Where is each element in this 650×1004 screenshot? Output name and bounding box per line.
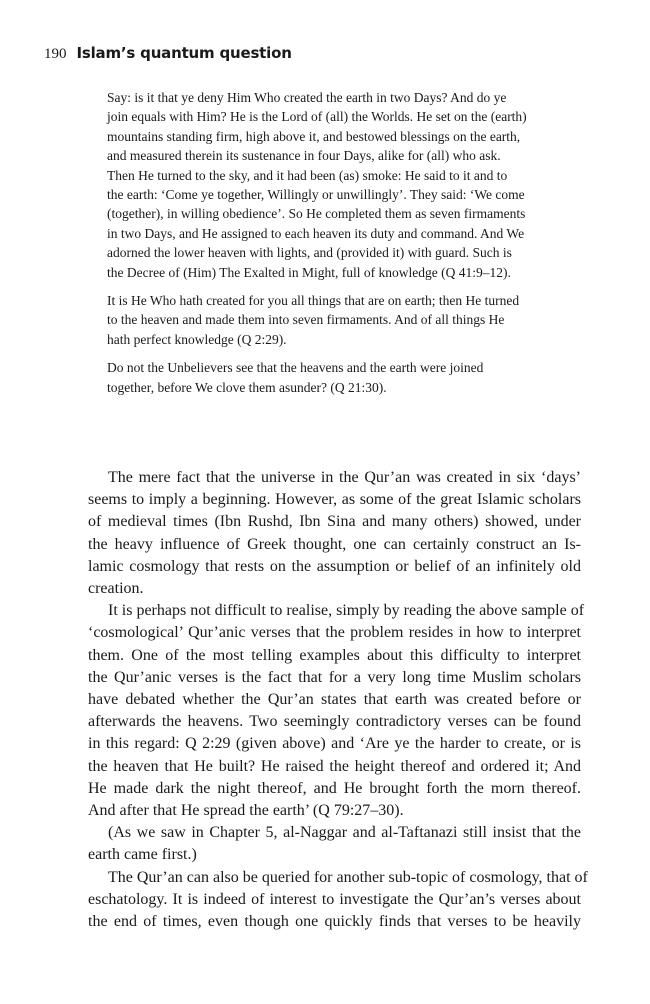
text-line: (As we saw in Chapter 5, al-Naggar and al-Taftanazi still insist that the — [108, 824, 581, 842]
text-line: in this regard: Q 2:29 (given above) and ‘Are ye the harder to create, or is — [88, 735, 581, 753]
quote-line: the earth: ‘Come ye together, Willingly or unwillingly’. They said: ‘We come — [107, 187, 525, 203]
paragraph — [88, 867, 588, 934]
text-line: the Qur’anic verses is the fact that for a very long time Muslim scholars — [88, 668, 581, 686]
text-line: the end of times, even though one quickly finds that verses to be heavily — [88, 913, 581, 931]
quote-line: and measured therein its sustenance in four Days, alike for (all) who ask. — [107, 148, 501, 164]
text-line: the heavy influence of Greek thought, one can certainly construct an Is- — [88, 535, 581, 553]
body-text — [88, 467, 588, 933]
text-line: lamic cosmology that rests on the assumption or belief of an infinitely old — [88, 557, 581, 575]
text-line: them. One of the most telling examples about this difficulty to interpret — [88, 646, 581, 664]
quote-line: to the heaven and made them into seven firmaments. And of all things He — [107, 312, 505, 328]
running-title: Islam’s quantum question — [76, 44, 292, 62]
text-line: ‘cosmological’ Qur’anic verses that the problem resides in how to interpret — [88, 624, 581, 642]
quote-line: together, before We clove them asunder? (Q 21:30). — [107, 379, 387, 395]
text-line: earth came first.) — [88, 846, 197, 864]
text-line: He made dark the night thereof, and He brought forth the morn thereof. — [88, 779, 581, 797]
paragraph — [88, 467, 581, 600]
block-quote — [107, 88, 573, 282]
quote-line: join equals with Him? He is the Lord of (all) the Worlds. He set on the (earth) — [107, 109, 527, 125]
block-quote — [107, 291, 573, 349]
text-line: afterwards the heavens. Two seemingly contradictory verses can be found — [88, 713, 581, 731]
quote-line: in two Days, and He assigned to each heaven its duty and command. And We — [107, 225, 525, 241]
text-line: seems to imply a beginning. However, as some of the great Islamic scholars — [88, 491, 581, 509]
text-line: eschatology. It is indeed of interest to investigate the Qur’an’s verses about — [88, 890, 581, 908]
quote-line: (together), in willing obedience’. So He completed them as seven firmaments — [107, 206, 526, 222]
text-line: It is perhaps not difficult to realise, simply by reading the above sample of — [108, 602, 585, 620]
quote-line: It is He Who hath created for you all things that are on earth; then He turned — [107, 293, 520, 309]
quote-line: Then He turned to the sky, and it had been (as) smoke: He said to it and to — [107, 167, 508, 183]
running-head — [44, 44, 292, 63]
text-line: of medieval times (Ibn Rushd, Ibn Sina and many others) showed, under — [88, 513, 581, 531]
text-line: And after that He spread the earth’ (Q 79:27–30). — [88, 802, 404, 820]
quote-line: adorned the lower heaven with lights, and (provided it) with guard. Such is — [107, 245, 512, 261]
text-line: have debated whether the Qur’an states that earth was created before or — [88, 691, 581, 709]
quoted-verses — [107, 88, 573, 406]
quote-line: Say: is it that ye deny Him Who created the earth in two Days? And do ye — [107, 90, 507, 105]
paragraph — [88, 600, 585, 822]
text-line: The Qur’an can also be queried for another sub-topic of cosmology, that of — [108, 868, 588, 886]
quote-line: mountains standing firm, high above it, and bestowed blessings on the earth, — [107, 128, 521, 144]
paragraph — [88, 822, 581, 866]
text-line: the heaven that He built? He raised the height thereof and ordered it; And — [88, 757, 581, 775]
text-line: creation. — [88, 580, 144, 598]
page-number: 190 — [44, 46, 67, 62]
block-quote — [107, 358, 573, 397]
quote-line: Do not the Unbelievers see that the heavens and the earth were joined — [107, 360, 484, 376]
quote-line: hath perfect knowledge (Q 2:29). — [107, 331, 287, 347]
quote-line: the Decree of (Him) The Exalted in Might, full of knowledge (Q 41:9–12). — [107, 264, 511, 280]
text-line: The mere fact that the universe in the Qur’an was created in six ‘days’ — [108, 469, 581, 486]
